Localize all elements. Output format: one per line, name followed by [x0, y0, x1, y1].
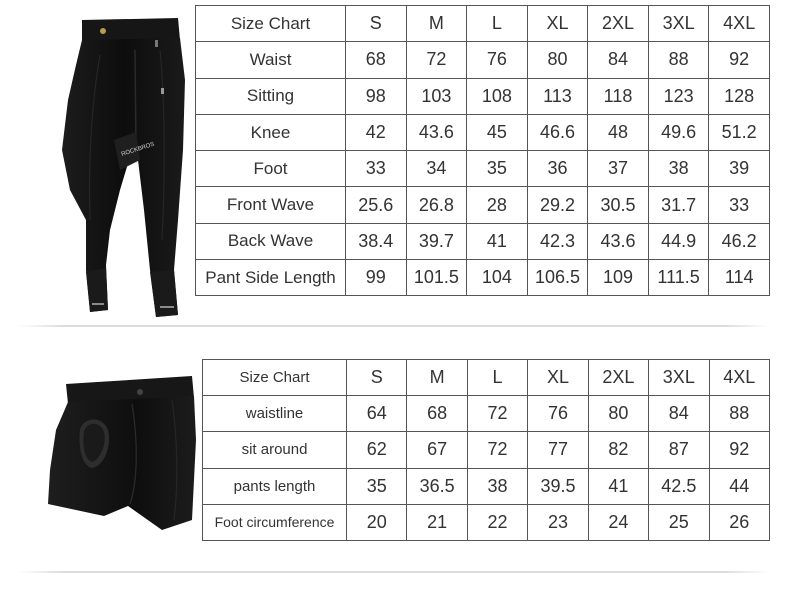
- table-cell: 99: [346, 260, 407, 296]
- row-label: Pant Side Length: [196, 260, 346, 296]
- table-cell: 42.5: [649, 468, 709, 504]
- table-cell: 44.9: [648, 223, 709, 259]
- table-cell: 37: [588, 151, 649, 187]
- table-cell: 80: [588, 396, 648, 432]
- row-label: Foot circumference: [203, 504, 347, 540]
- table-row: [203, 468, 770, 504]
- size-header-row: [203, 360, 770, 396]
- table-cell: 84: [588, 42, 649, 78]
- table-cell: 76: [528, 396, 588, 432]
- table-cell: 84: [649, 396, 709, 432]
- table-cell: 101.5: [406, 260, 467, 296]
- table-cell: 28: [467, 187, 528, 223]
- size-header: L: [467, 360, 527, 396]
- table-row: [196, 114, 770, 150]
- table-cell: 42.3: [527, 223, 588, 259]
- table-cell: 24: [588, 504, 648, 540]
- table-cell: 114: [709, 260, 770, 296]
- table-cell: 51.2: [709, 114, 770, 150]
- table-cell: 26: [709, 504, 769, 540]
- table-cell: 87: [649, 432, 709, 468]
- size-header: M: [407, 360, 467, 396]
- table-cell: 43.6: [588, 223, 649, 259]
- row-label: pants length: [203, 468, 347, 504]
- table-cell: 49.6: [648, 114, 709, 150]
- row-label: Sitting: [196, 78, 346, 114]
- size-chart-header: Size Chart: [203, 360, 347, 396]
- brand-mark: ROCKBROS: [120, 141, 156, 158]
- size-header: 4XL: [709, 6, 770, 42]
- table-cell: 23: [528, 504, 588, 540]
- size-header: M: [406, 6, 467, 42]
- table-cell: 44: [709, 468, 769, 504]
- table-cell: 25: [649, 504, 709, 540]
- row-label: Front Wave: [196, 187, 346, 223]
- pants-size-chart: [195, 5, 770, 296]
- table-cell: 104: [467, 260, 528, 296]
- table-cell: 39.5: [528, 468, 588, 504]
- table-cell: 29.2: [527, 187, 588, 223]
- table-cell: 46.2: [709, 223, 770, 259]
- table-cell: 72: [467, 396, 527, 432]
- row-label: Foot: [196, 151, 346, 187]
- table-cell: 34: [406, 151, 467, 187]
- table-cell: 22: [467, 504, 527, 540]
- table-cell: 67: [407, 432, 467, 468]
- table-cell: 113: [527, 78, 588, 114]
- section-divider: [18, 325, 770, 327]
- table-cell: 31.7: [648, 187, 709, 223]
- table-cell: 88: [709, 396, 769, 432]
- table-cell: 80: [527, 42, 588, 78]
- table-cell: 92: [709, 432, 769, 468]
- table-cell: 36.5: [407, 468, 467, 504]
- table-row: [196, 42, 770, 78]
- row-label: Back Wave: [196, 223, 346, 259]
- table-cell: 42: [346, 114, 407, 150]
- size-header: 2XL: [588, 6, 649, 42]
- size-header: 2XL: [588, 360, 648, 396]
- table-cell: 103: [406, 78, 467, 114]
- row-label: Waist: [196, 42, 346, 78]
- size-header: 4XL: [709, 360, 769, 396]
- section-divider: [18, 571, 770, 573]
- table-cell: 98: [346, 78, 407, 114]
- table-cell: 68: [346, 42, 407, 78]
- table-cell: 35: [467, 151, 528, 187]
- table-row: [196, 151, 770, 187]
- row-label: Knee: [196, 114, 346, 150]
- pants-image: [40, 10, 190, 328]
- table-cell: 39.7: [406, 223, 467, 259]
- table-cell: 64: [347, 396, 407, 432]
- table-cell: 108: [467, 78, 528, 114]
- table-cell: 111.5: [648, 260, 709, 296]
- table-cell: 118: [588, 78, 649, 114]
- size-header: XL: [527, 6, 588, 42]
- table-cell: 82: [588, 432, 648, 468]
- table-cell: 76: [467, 42, 528, 78]
- table-cell: 45: [467, 114, 528, 150]
- size-header: XL: [528, 360, 588, 396]
- size-header: 3XL: [649, 360, 709, 396]
- table-cell: 25.6: [346, 187, 407, 223]
- size-header: L: [467, 6, 528, 42]
- shorts-size-chart: [202, 359, 770, 541]
- size-header: S: [346, 6, 407, 42]
- table-row: [196, 78, 770, 114]
- table-cell: 30.5: [588, 187, 649, 223]
- table-cell: 26.8: [406, 187, 467, 223]
- size-header: 3XL: [648, 6, 709, 42]
- table-cell: 21: [407, 504, 467, 540]
- row-label: waistline: [203, 396, 347, 432]
- table-cell: 109: [588, 260, 649, 296]
- table-cell: 36: [527, 151, 588, 187]
- table-cell: 77: [528, 432, 588, 468]
- table-row: [196, 223, 770, 259]
- table-cell: 33: [709, 187, 770, 223]
- size-header-row: [196, 6, 770, 42]
- table-cell: 48: [588, 114, 649, 150]
- table-cell: 43.6: [406, 114, 467, 150]
- table-cell: 39: [709, 151, 770, 187]
- table-cell: 72: [406, 42, 467, 78]
- table-cell: 38.4: [346, 223, 407, 259]
- table-cell: 41: [588, 468, 648, 504]
- table-cell: 20: [347, 504, 407, 540]
- table-cell: 46.6: [527, 114, 588, 150]
- size-header: S: [347, 360, 407, 396]
- shorts-image: [42, 370, 200, 530]
- table-row: [196, 260, 770, 296]
- table-cell: 68: [407, 396, 467, 432]
- table-cell: 41: [467, 223, 528, 259]
- table-cell: 38: [467, 468, 527, 504]
- table-cell: 106.5: [527, 260, 588, 296]
- table-cell: 33: [346, 151, 407, 187]
- table-cell: 92: [709, 42, 770, 78]
- table-row: [196, 187, 770, 223]
- table-row: [203, 504, 770, 540]
- table-row: [203, 432, 770, 468]
- table-cell: 88: [648, 42, 709, 78]
- table-cell: 128: [709, 78, 770, 114]
- table-cell: 35: [347, 468, 407, 504]
- row-label: sit around: [203, 432, 347, 468]
- table-row: [203, 396, 770, 432]
- table-cell: 62: [347, 432, 407, 468]
- table-cell: 38: [648, 151, 709, 187]
- table-cell: 72: [467, 432, 527, 468]
- size-chart-header: Size Chart: [196, 6, 346, 42]
- table-cell: 123: [648, 78, 709, 114]
